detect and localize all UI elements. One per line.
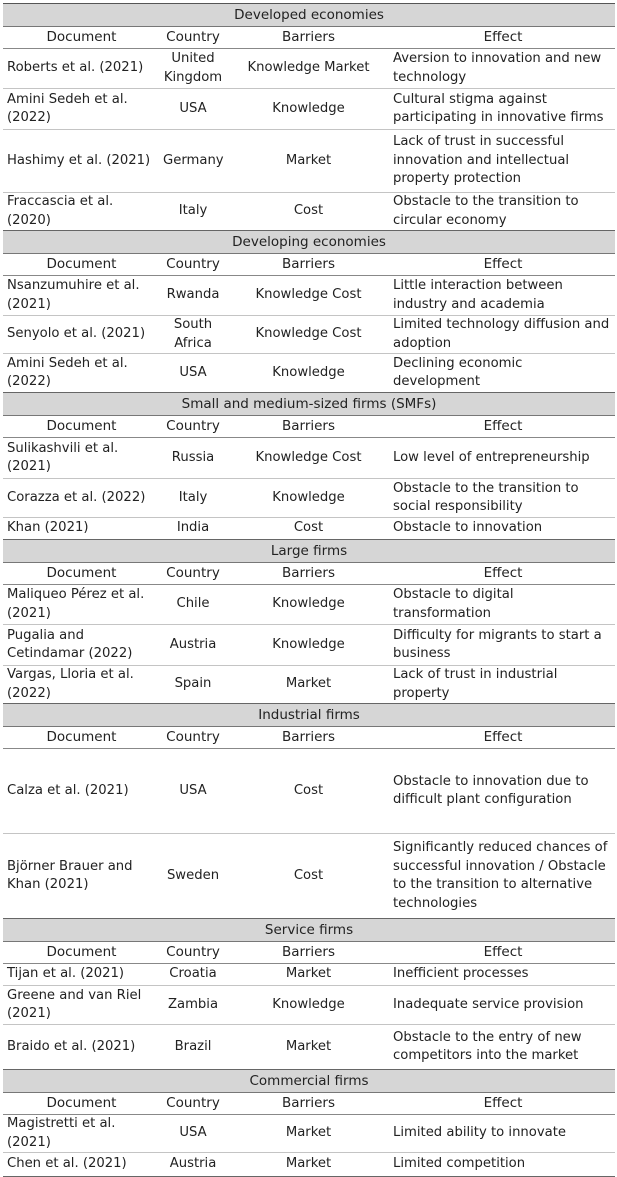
cell-barriers: Knowledge Cost: [226, 438, 391, 479]
cell-document: Calza et al. (2021): [3, 749, 160, 834]
column-header-country: Country: [160, 254, 226, 276]
cell-country: Chile: [160, 585, 226, 625]
cell-effect: Declining economic development: [391, 354, 615, 393]
cell-barriers: Knowledge: [226, 354, 391, 393]
cell-document: Hashimy et al. (2021): [3, 130, 160, 193]
cell-effect: Significantly reduced chances of successful innovation / Obstacle to the transition to alternative technologies: [391, 834, 615, 919]
column-header-document: Document: [3, 416, 160, 438]
cell-country: Germany: [160, 130, 226, 193]
column-header-effect: Effect: [391, 727, 615, 749]
column-header-country: Country: [160, 563, 226, 585]
column-header-document: Document: [3, 563, 160, 585]
section-header: [3, 919, 615, 942]
cell-document: Khan (2021): [3, 518, 160, 540]
section-title: Small and medium-sized firms (SMFs): [3, 393, 615, 416]
cell-barriers: Market: [226, 1115, 391, 1153]
column-header-country: Country: [160, 1093, 226, 1115]
column-header-row: [3, 942, 615, 964]
table-row: [3, 518, 615, 540]
cell-document: Roberts et al. (2021): [3, 49, 160, 89]
table-row: [3, 1025, 615, 1070]
column-header-row: [3, 1093, 615, 1115]
cell-barriers: Knowledge: [226, 986, 391, 1025]
cell-document: Senyolo et al. (2021): [3, 316, 160, 354]
cell-barriers: Knowledge Cost: [226, 276, 391, 316]
section-title: Large firms: [3, 540, 615, 563]
cell-country: USA: [160, 354, 226, 393]
cell-barriers: Cost: [226, 749, 391, 834]
section-header: [3, 704, 615, 727]
section-title: Service firms: [3, 919, 615, 942]
column-header-row: [3, 416, 615, 438]
section-title: Developed economies: [3, 4, 615, 27]
table-row: [3, 276, 615, 316]
cell-barriers: Market: [226, 964, 391, 986]
table-row: [3, 89, 615, 130]
cell-barriers: Market: [226, 1153, 391, 1177]
column-header-country: Country: [160, 27, 226, 49]
cell-barriers: Cost: [226, 834, 391, 919]
column-header-barriers: Barriers: [226, 727, 391, 749]
cell-country: United Kingdom: [160, 49, 226, 89]
section-header: [3, 1070, 615, 1093]
table-row: [3, 625, 615, 666]
column-header-barriers: Barriers: [226, 942, 391, 964]
cell-effect: Little interaction between industry and academia: [391, 276, 615, 316]
section-header: [3, 231, 615, 254]
column-header-barriers: Barriers: [226, 254, 391, 276]
section-title: Industrial firms: [3, 704, 615, 727]
table-row: [3, 986, 615, 1025]
column-header-effect: Effect: [391, 254, 615, 276]
barriers-table: [3, 3, 615, 1177]
column-header-effect: Effect: [391, 27, 615, 49]
cell-effect: Limited competition: [391, 1153, 615, 1177]
cell-document: Greene and van Riel (2021): [3, 986, 160, 1025]
cell-barriers: Knowledge Market: [226, 49, 391, 89]
cell-country: Russia: [160, 438, 226, 479]
cell-effect: Lack of trust in industrial property: [391, 666, 615, 704]
table-row: [3, 1115, 615, 1153]
table-row: [3, 479, 615, 518]
cell-country: Rwanda: [160, 276, 226, 316]
table-body: [3, 4, 615, 1177]
column-header-country: Country: [160, 727, 226, 749]
column-header-effect: Effect: [391, 416, 615, 438]
cell-effect: Obstacle to digital transformation: [391, 585, 615, 625]
cell-barriers: Market: [226, 1025, 391, 1070]
cell-effect: Low level of entrepreneurship: [391, 438, 615, 479]
cell-country: India: [160, 518, 226, 540]
cell-country: Italy: [160, 479, 226, 518]
cell-country: Italy: [160, 193, 226, 231]
column-header-effect: Effect: [391, 563, 615, 585]
cell-country: Austria: [160, 1153, 226, 1177]
cell-barriers: Cost: [226, 518, 391, 540]
cell-document: Nsanzumuhire et al. (2021): [3, 276, 160, 316]
column-header-barriers: Barriers: [226, 416, 391, 438]
column-header-barriers: Barriers: [226, 27, 391, 49]
table-row: [3, 1153, 615, 1177]
column-header-row: [3, 27, 615, 49]
cell-document: Corazza et al. (2022): [3, 479, 160, 518]
cell-effect: Obstacle to the entry of new competitors into the market: [391, 1025, 615, 1070]
table-row: [3, 354, 615, 393]
cell-country: Brazil: [160, 1025, 226, 1070]
cell-document: Amini Sedeh et al. (2022): [3, 89, 160, 130]
cell-country: USA: [160, 749, 226, 834]
section-header: [3, 540, 615, 563]
cell-barriers: Knowledge: [226, 585, 391, 625]
cell-country: South Africa: [160, 316, 226, 354]
column-header-barriers: Barriers: [226, 563, 391, 585]
cell-effect: Obstacle to the transition to social responsibility: [391, 479, 615, 518]
table-row: [3, 666, 615, 704]
column-header-row: [3, 727, 615, 749]
column-header-country: Country: [160, 416, 226, 438]
section-header: [3, 4, 615, 27]
cell-document: Amini Sedeh et al. (2022): [3, 354, 160, 393]
column-header-effect: Effect: [391, 1093, 615, 1115]
section-title: Developing economies: [3, 231, 615, 254]
cell-document: Tijan et al. (2021): [3, 964, 160, 986]
cell-barriers: Market: [226, 666, 391, 704]
table-row: [3, 49, 615, 89]
cell-document: Björner Brauer and Khan (2021): [3, 834, 160, 919]
cell-document: Sulikashvili et al. (2021): [3, 438, 160, 479]
table-row: [3, 964, 615, 986]
column-header-barriers: Barriers: [226, 1093, 391, 1115]
cell-country: USA: [160, 1115, 226, 1153]
table-row: [3, 193, 615, 231]
cell-barriers: Knowledge Cost: [226, 316, 391, 354]
cell-effect: Aversion to innovation and new technology: [391, 49, 615, 89]
cell-barriers: Market: [226, 130, 391, 193]
column-header-row: [3, 254, 615, 276]
cell-country: Spain: [160, 666, 226, 704]
table-row: [3, 834, 615, 919]
column-header-document: Document: [3, 942, 160, 964]
column-header-effect: Effect: [391, 942, 615, 964]
cell-country: Zambia: [160, 986, 226, 1025]
cell-country: Sweden: [160, 834, 226, 919]
cell-barriers: Knowledge: [226, 89, 391, 130]
cell-effect: Inefficient processes: [391, 964, 615, 986]
cell-effect: Obstacle to innovation: [391, 518, 615, 540]
cell-effect: Lack of trust in successful innovation and intellectual property protection: [391, 130, 615, 193]
table-row: [3, 316, 615, 354]
column-header-document: Document: [3, 1093, 160, 1115]
cell-effect: Obstacle to innovation due to difficult plant configuration: [391, 749, 615, 834]
column-header-document: Document: [3, 254, 160, 276]
cell-effect: Inadequate service provision: [391, 986, 615, 1025]
cell-barriers: Knowledge: [226, 625, 391, 666]
cell-document: Magistretti et al. (2021): [3, 1115, 160, 1153]
table-row: [3, 749, 615, 834]
table-row: [3, 130, 615, 193]
column-header-document: Document: [3, 27, 160, 49]
cell-document: Vargas, Lloria et al. (2022): [3, 666, 160, 704]
table-row: [3, 438, 615, 479]
cell-effect: Limited technology diffusion and adoption: [391, 316, 615, 354]
cell-effect: Obstacle to the transition to circular economy: [391, 193, 615, 231]
cell-barriers: Cost: [226, 193, 391, 231]
cell-document: Pugalia and Cetindamar (2022): [3, 625, 160, 666]
cell-barriers: Knowledge: [226, 479, 391, 518]
cell-country: USA: [160, 89, 226, 130]
column-header-country: Country: [160, 942, 226, 964]
column-header-row: [3, 563, 615, 585]
cell-document: Chen et al. (2021): [3, 1153, 160, 1177]
cell-country: Croatia: [160, 964, 226, 986]
section-header: [3, 393, 615, 416]
cell-country: Austria: [160, 625, 226, 666]
section-title: Commercial firms: [3, 1070, 615, 1093]
cell-document: Fraccascia et al. (2020): [3, 193, 160, 231]
table-row: [3, 585, 615, 625]
cell-document: Braido et al. (2021): [3, 1025, 160, 1070]
cell-document: Maliqueo Pérez et al. (2021): [3, 585, 160, 625]
cell-effect: Difficulty for migrants to start a business: [391, 625, 615, 666]
column-header-document: Document: [3, 727, 160, 749]
cell-effect: Limited ability to innovate: [391, 1115, 615, 1153]
cell-effect: Cultural stigma against participating in innovative firms: [391, 89, 615, 130]
